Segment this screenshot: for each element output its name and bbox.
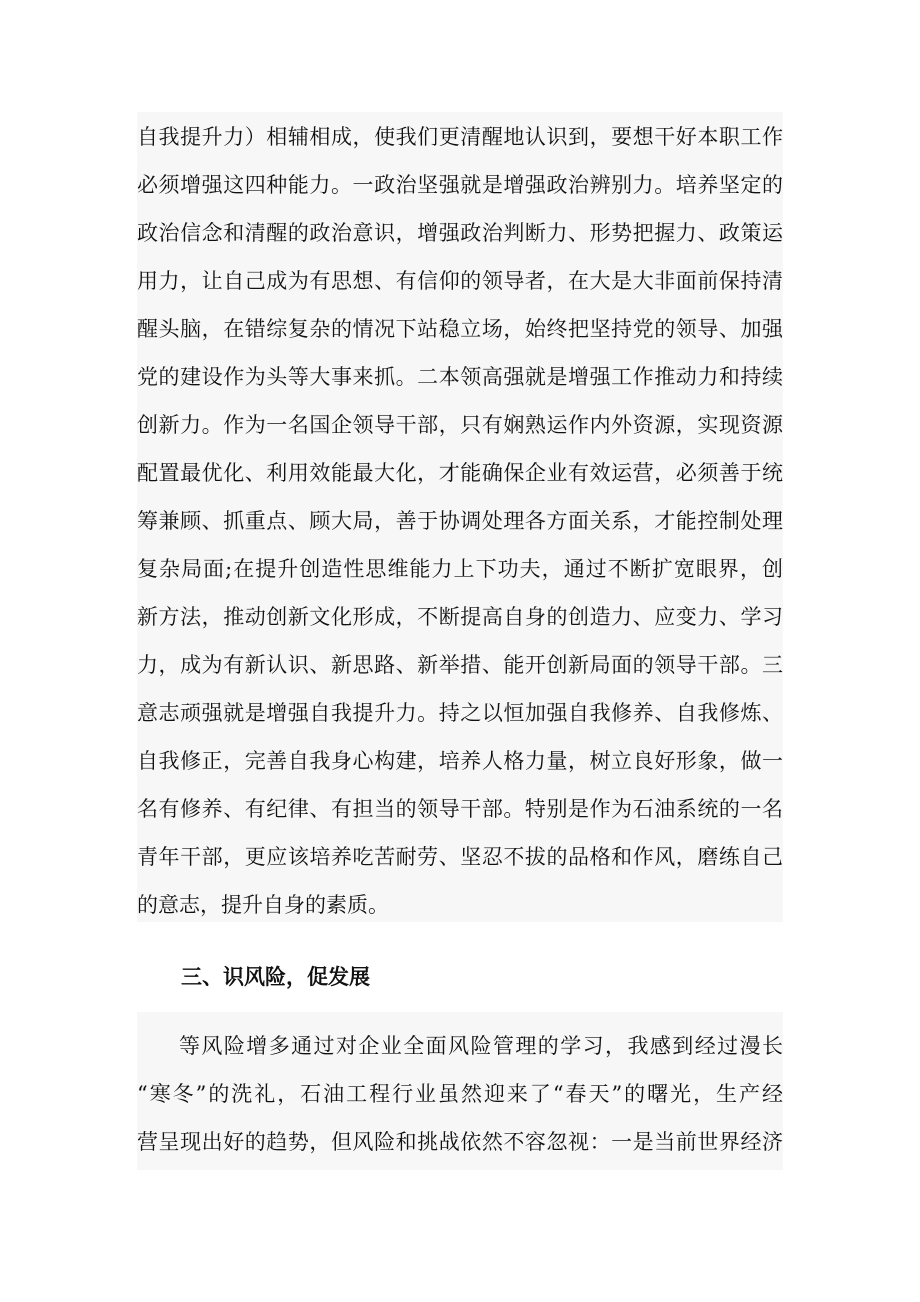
paragraph-line: 的意志，提升自身的素质。 <box>137 893 389 917</box>
paragraph-line: 力，成为有新认识、新思路、新举措、能开创新局面的领导干部。三 <box>137 653 783 677</box>
paragraph-line: 新方法，推动创新文化形成，不断提高自身的创造力、应变力、学习 <box>137 605 783 629</box>
paragraph-line: 配置最优化、利用效能最大化，才能确保企业有效运营，必须善于统 <box>137 461 783 485</box>
paragraph-line: 自我提升力）相辅相成，使我们更清醒地认识到，要想干好本职工作 <box>137 125 783 149</box>
paragraph-line: 必须增强这四种能力。一政治坚强就是增强政治辨别力。培养坚定的 <box>137 173 783 197</box>
paragraph-line: 意志顽强就是增强自我提升力。持之以恒加强自我修养、自我修炼、 <box>137 701 783 725</box>
paragraph-line: 筹兼顾、抓重点、顾大局，善于协调处理各方面关系，才能控制处理 <box>137 509 783 533</box>
paragraph-line: 自我修正，完善自我身心构建，培养人格力量，树立良好形象，做一 <box>137 749 783 773</box>
paragraph-line: 政治信念和清醒的政治意识，增强政治判断力、形势把握力、政策运 <box>137 221 783 245</box>
paragraph-line: 复杂局面;在提升创造性思维能力上下功夫，通过不断扩宽眼界，创 <box>137 557 783 581</box>
paragraph-line: “寒冬”的洗礼，石油工程行业虽然迎来了“春天”的曙光，生产经 <box>137 1082 783 1106</box>
paragraph-line: 青年干部，更应该培养吃苦耐劳、坚忍不拔的品格和作风，磨练自己 <box>137 845 783 869</box>
paragraph-line: 等风险增多通过对企业全面风险管理的学习，我感到经过漫长 <box>179 1034 783 1058</box>
section-heading: 三、识风险，促发展 <box>181 964 370 989</box>
paragraph-line: 创新力。作为一名国企领导干部，只有娴熟运作内外资源，实现资源 <box>137 413 783 437</box>
paragraph-line: 营呈现出好的趋势，但风险和挑战依然不容忽视：一是当前世界经济 <box>137 1130 783 1154</box>
paragraph-line: 醒头脑，在错综复杂的情况下站稳立场，始终把坚持党的领导、加强 <box>137 317 783 341</box>
paragraph-line: 用力，让自己成为有思想、有信仰的领导者，在大是大非面前保持清 <box>137 269 783 293</box>
paragraph-line: 党的建设作为头等大事来抓。二本领高强就是增强工作推动力和持续 <box>137 365 783 389</box>
paragraph-line: 名有修养、有纪律、有担当的领导干部。特别是作为石油系统的一名 <box>137 797 783 821</box>
